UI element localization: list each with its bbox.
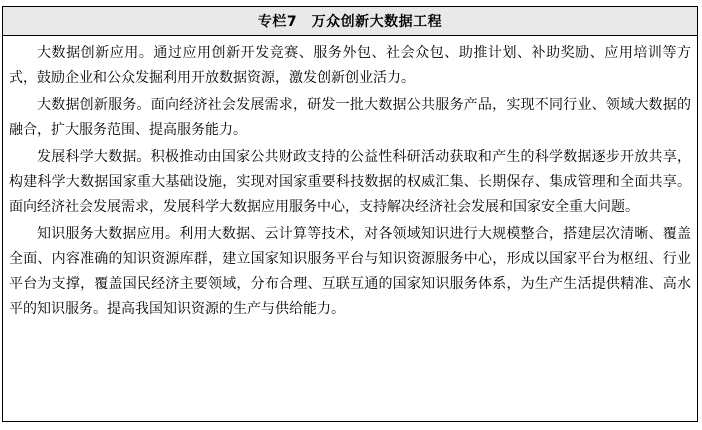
paragraph-science-big-data: 发展科学大数据。积极推动由国家公共财政支持的公益性科研活动获取和产生的科学数据逐步开放共享，构建科学大数据国家重大基础设施，实现对国家重要科技数据的权威汇集、长期保存、集成管理和全面共享。面向经济社会发展需求，发展科学大数据应用服务中心，支持解决经济社会发展和国家安全重大问题。 — [9, 149, 691, 215]
paragraph-knowledge-service: 知识服务大数据应用。利用大数据、云计算等技术，对各领域知识进行大规模整合，搭建层次清晰、覆盖全面、内容准确的知识资源库群，建立国家知识服务平台与知识资源服务中心，形成以国家平台为枢纽、行业平台为支撑，覆盖国民经济主要领域，分布合理、互联互通的国家知识服务体系，为生产生活提供精准、高水平的知识服务。提高我国知识资源的生产与供给能力。 — [9, 226, 691, 317]
paragraph-innovation-application: 大数据创新应用。通过应用创新开发竞赛、服务外包、社会众包、助推计划、补助奖励、应用培训等方式，鼓励企业和公众发掘利用开放数据资源，激发创新创业活力。 — [9, 45, 691, 86]
sidebar-box — [2, 6, 698, 422]
paragraph-innovation-service: 大数据创新服务。面向经济社会发展需求，研发一批大数据公共服务产品，实现不同行业、领域大数据的融合，扩大服务范围、提高服务能力。 — [9, 97, 691, 138]
box-body — [3, 36, 697, 322]
box-title: 专栏7 万众创新大数据工程 — [3, 7, 697, 36]
